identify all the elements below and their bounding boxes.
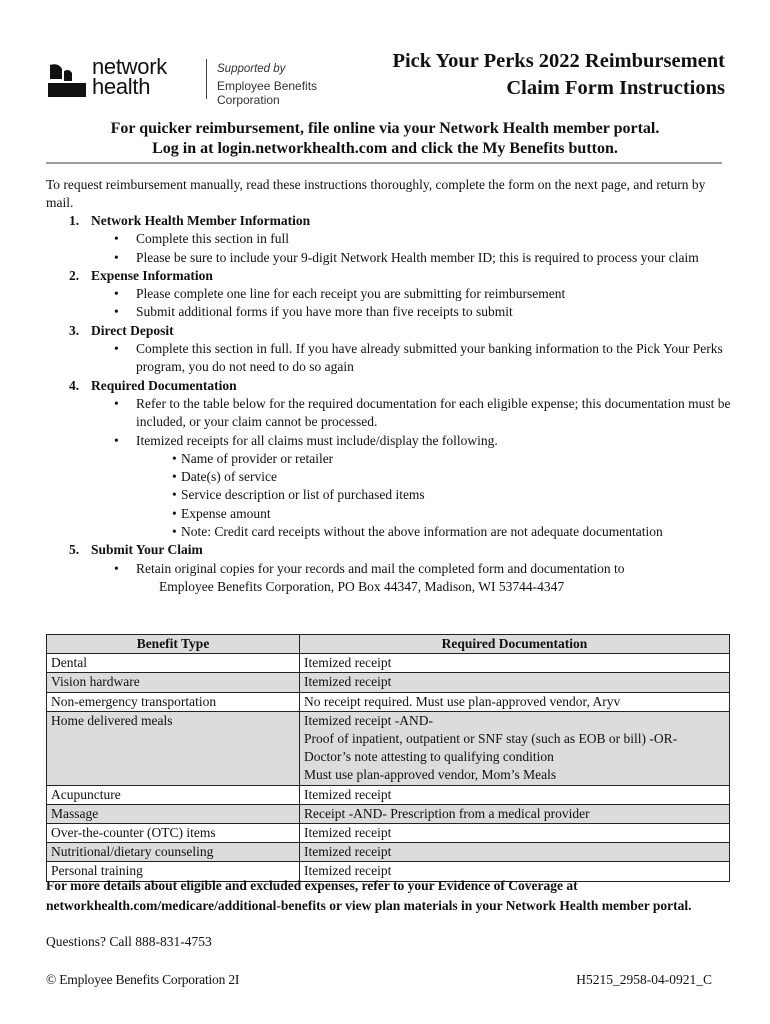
bullet-icon: • [114, 231, 119, 247]
logo-divider [206, 59, 207, 99]
docs-cell: Receipt -AND- Prescription from a medical provider [300, 804, 730, 823]
table-row [47, 673, 730, 692]
table-row [47, 804, 730, 823]
mailing-address: Employee Benefits Corporation, PO Box 44347, Madison, WI 53744-4347 [159, 578, 565, 594]
bullet-icon: • [114, 341, 119, 357]
bullet-icon: • [172, 450, 177, 466]
benefit-cell: Massage [47, 804, 300, 823]
section-number: 5. [69, 542, 80, 558]
table-header-row [47, 635, 730, 654]
list-item: • Retain original copies for your records and mail the completed form and documentation to [46, 560, 736, 578]
benefit-cell: Home delivered meals [47, 711, 300, 785]
documentation-table [46, 634, 730, 882]
section-number: 3. [69, 322, 80, 338]
list-item: • Please complete one line for each receipt you are submitting for reimbursement [46, 285, 736, 303]
docs-cell: Itemized receipt [300, 785, 730, 804]
section-title: Direct Deposit [91, 322, 174, 338]
ebc-logo-text: Employee Benefits Corporation [217, 79, 318, 107]
logo-text-health: health [92, 74, 151, 99]
section-title: Required Documentation [91, 377, 237, 393]
benefit-cell: Non-emergency transportation [47, 692, 300, 711]
title-line-1: Pick Your Perks 2022 Reimbursement [392, 50, 725, 72]
section-title: Network Health Member Information [91, 213, 311, 228]
instructions-list [46, 212, 736, 596]
bullet-icon: • [114, 286, 119, 302]
network-health-logo [48, 54, 348, 107]
title-line-2: Claim Form Instructions [506, 77, 725, 99]
table-row [47, 711, 730, 785]
questions-phone: Questions? Call 888-831-4753 [46, 934, 212, 949]
docs-cell: Itemized receipt [300, 673, 730, 692]
sub-list-item: • Service description or list of purchased items [46, 486, 736, 504]
bullet-icon: • [114, 304, 119, 320]
intro-paragraph: To request reimbursement manually, read these instructions thoroughly, complete the form on the next page, and return by mail. [46, 177, 706, 211]
section-required-docs [46, 377, 736, 395]
docs-cell: Itemized receipt [300, 843, 730, 862]
bullet-icon: • [114, 560, 119, 576]
sub-list-item: • Date(s) of service [46, 468, 736, 486]
notice-line-1: For quicker reimbursement, file online via your Network Health member portal. [110, 120, 660, 137]
table-row [47, 843, 730, 862]
section-title: Expense Information [91, 267, 213, 283]
header-divider [46, 162, 722, 164]
section-number: 1. [69, 213, 80, 228]
benefit-cell: Personal training [47, 862, 300, 881]
list-item: • Refer to the table below for the required documentation for each eligible expense; this documentation must be included, or your claim cannot be processed. [114, 395, 731, 430]
section-submit-claim [46, 541, 736, 559]
bullet-icon: • [172, 487, 177, 503]
bullet-icon: • [172, 524, 177, 540]
bullet-icon: • [172, 505, 177, 521]
column-header-required-docs: Required Documentation [300, 635, 730, 654]
form-code: H5215_2958-04-0921_C [576, 972, 712, 987]
list-item: • Itemized receipts for all claims must include/display the following. [46, 432, 736, 450]
table-row [47, 692, 730, 711]
section-number: 4. [69, 377, 80, 393]
copyright-notice: © Employee Benefits Corporation 2I [46, 972, 240, 987]
section-number: 2. [69, 267, 80, 283]
sub-list-item: • Expense amount [46, 505, 736, 523]
bullet-icon: • [114, 249, 119, 265]
docs-cell: Itemized receipt [300, 654, 730, 673]
benefit-cell: Vision hardware [47, 673, 300, 692]
benefit-cell: Nutritional/dietary counseling [47, 843, 300, 862]
sub-list-item: • Name of provider or retailer [46, 450, 736, 468]
page-title [392, 48, 725, 102]
list-item: • Complete this section in full [46, 230, 736, 248]
network-health-logo-icon [48, 61, 88, 99]
section-expense-info [46, 267, 736, 285]
list-item: • Complete this section in full. If you have already submitted your banking information to the Pick Your Perks program, you do not need to do so again [114, 341, 723, 375]
section-direct-deposit [46, 322, 736, 340]
notice-line-2: Log in at login.networkhealth.com and click the My Benefits button. [152, 140, 618, 157]
docs-cell: Itemized receipt -AND- Proof of inpatient, outpatient or SNF stay (such as EOB or bill) -OR- Doctor’s note attesting to qualifying condition Must use plan-approved vendor, Mom’s Meals [300, 711, 730, 785]
bullet-icon: • [114, 395, 119, 411]
sub-list-item: • Note: Credit card receipts without the above information are not adequate documentation [46, 523, 736, 541]
list-item: • Submit additional forms if you have more than five receipts to submit [46, 303, 736, 321]
benefit-cell: Over-the-counter (OTC) items [47, 824, 300, 843]
eligibility-details-note: For more details about eligible and excluded expenses, refer to your Evidence of Coverage at networkhealth.com/medicare/additional-benefits or view plan materials in your Network Health member portal. [46, 878, 692, 913]
table-row [47, 785, 730, 804]
table-row [47, 824, 730, 843]
docs-cell: Itemized receipt [300, 824, 730, 843]
benefit-cell: Acupuncture [47, 785, 300, 804]
bullet-icon: • [114, 432, 119, 448]
list-item: • Please be sure to include your 9-digit Network Health member ID; this is required to process your claim [46, 249, 736, 267]
section-title: Submit Your Claim [91, 542, 203, 558]
bullet-icon: • [172, 469, 177, 485]
online-filing-notice [0, 119, 770, 159]
supported-by-label: Supported by [217, 63, 286, 75]
logo-text-network: network [92, 54, 167, 79]
docs-cell: Itemized receipt [300, 862, 730, 881]
docs-cell: No receipt required. Must use plan-approved vendor, Aryv [300, 692, 730, 711]
benefit-cell: Dental [47, 654, 300, 673]
table-row [47, 654, 730, 673]
section-member-info [46, 212, 736, 230]
column-header-benefit-type: Benefit Type [47, 635, 300, 654]
